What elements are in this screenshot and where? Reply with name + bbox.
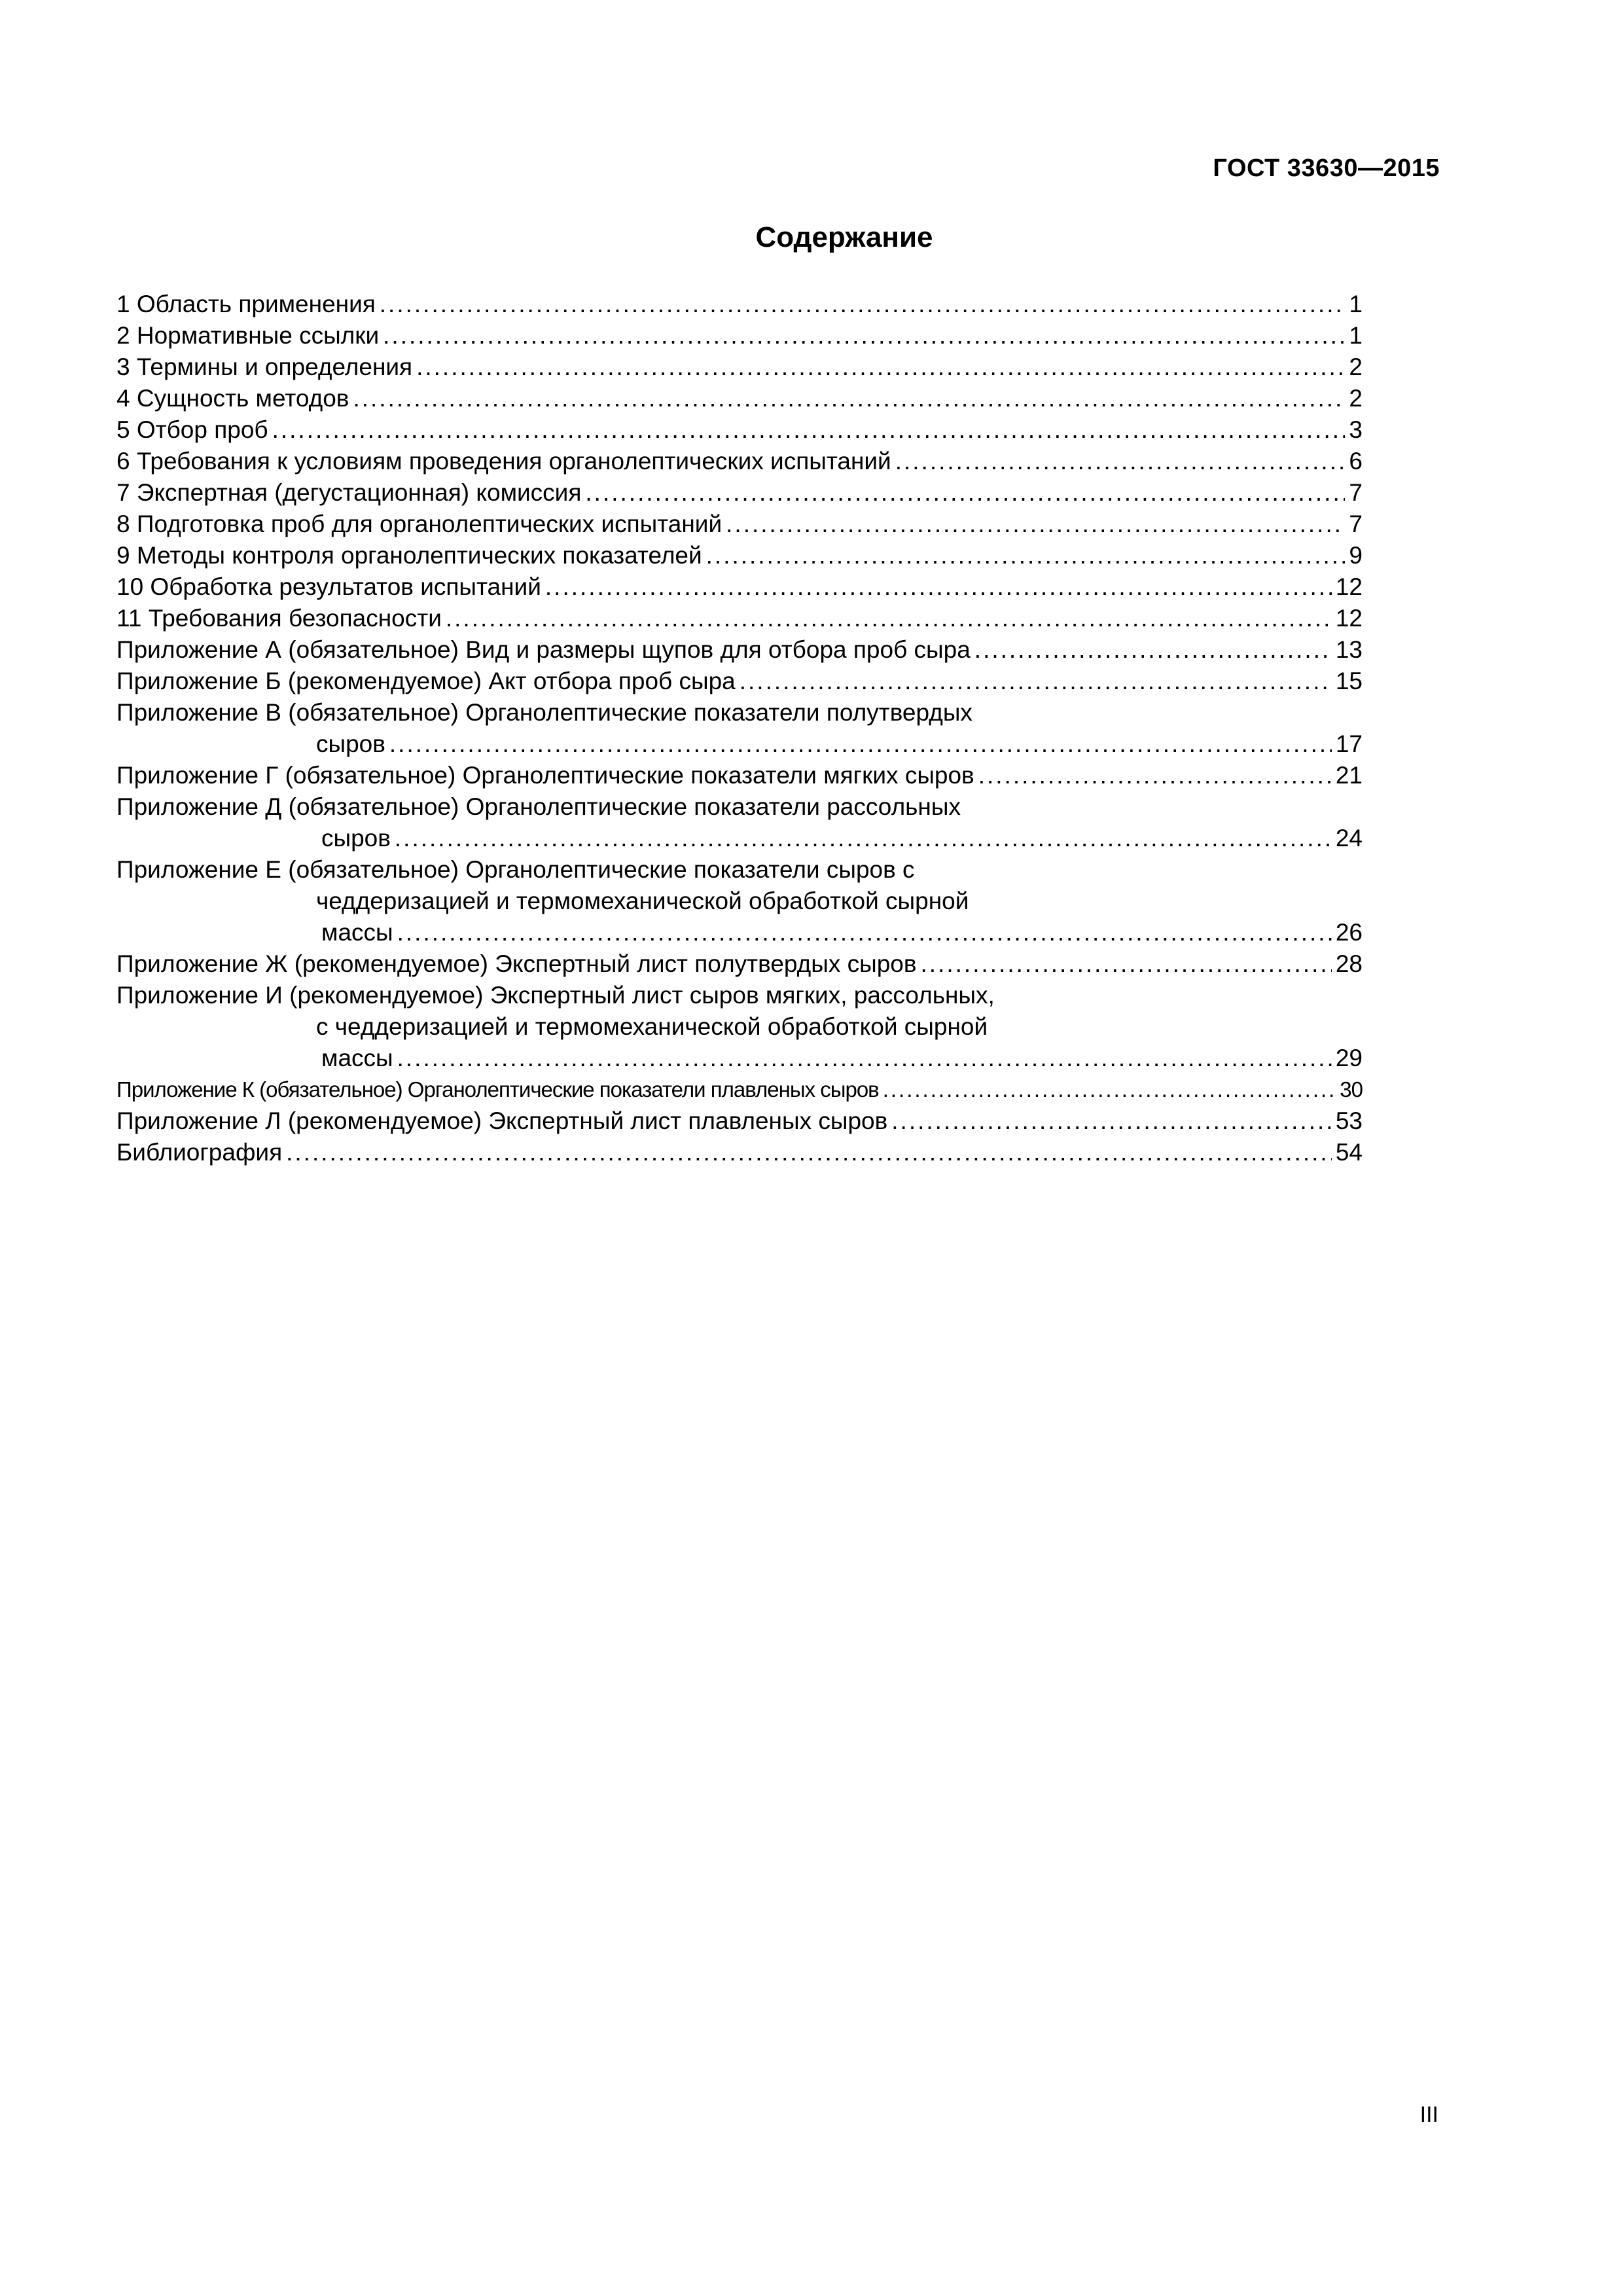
toc-entry[interactable]	[116, 571, 1363, 603]
toc-entry-label: с чеддеризацией и термомеханической обработкой сырной	[316, 1013, 988, 1040]
toc-entry[interactable]	[116, 917, 1363, 948]
toc-entry-page: 30	[1340, 1077, 1363, 1102]
toc-leader-dots	[395, 823, 1332, 854]
toc-entry-page: 13	[1335, 636, 1363, 663]
toc-entry-label: Приложение Д (обязательное) Органолептические показатели рассольных	[116, 793, 961, 820]
toc-entry-label: массы	[321, 919, 393, 946]
toc-leader-dots	[895, 446, 1346, 477]
toc-entry-label: 9 Методы контроля органолептических показателей	[116, 542, 702, 569]
toc-entry-line[interactable]	[116, 1011, 1363, 1043]
toc-entry-label: чеддеризацией и термомеханической обработкой сырной	[316, 888, 969, 914]
toc-leader-dots	[891, 1105, 1332, 1137]
toc-title: Содержание	[755, 221, 933, 253]
toc-entry[interactable]	[116, 728, 1363, 760]
toc-entry-label: 10 Обработка результатов испытаний	[116, 573, 541, 600]
toc-entry-label: 8 Подготовка проб для органолептических испытаний	[116, 511, 722, 537]
toc-leader-dots	[446, 603, 1332, 634]
toc-entry-page: 54	[1335, 1139, 1363, 1166]
toc-entry-label: Приложение Е (обязательное) Органолептические показатели сыров с	[116, 856, 915, 883]
toc-entry-page: 15	[1335, 668, 1363, 694]
toc-entry[interactable]	[116, 1074, 1363, 1105]
toc-leader-dots	[974, 634, 1332, 666]
toc-entry-page: 3	[1349, 416, 1363, 443]
toc-entry-label: 7 Экспертная (дегустационная) комиссия	[116, 479, 582, 506]
toc-leader-dots	[389, 728, 1332, 760]
document-code: ГОСТ 33630—2015	[1213, 154, 1440, 182]
toc-entry-page: 28	[1335, 950, 1363, 977]
toc-entry-label: Приложение А (обязательное) Вид и размеры щупов для отбора проб сыра	[116, 636, 971, 663]
toc-entry-page: 1	[1349, 322, 1363, 349]
toc-entry-page: 21	[1335, 762, 1363, 789]
toc-entry[interactable]	[116, 477, 1363, 509]
toc-leader-dots	[706, 540, 1346, 571]
toc-entry-page: 2	[1349, 353, 1363, 380]
toc-entry-label: Приложение Л (рекомендуемое) Экспертный лист плавленых сыров	[116, 1107, 888, 1134]
toc-entry[interactable]	[116, 320, 1363, 351]
toc-entry-label: Приложение В (обязательное) Органолептические показатели полутвердых	[116, 699, 972, 726]
toc-entry[interactable]	[116, 760, 1363, 791]
toc-entry-page: 7	[1349, 511, 1363, 537]
toc-entry[interactable]	[116, 351, 1363, 383]
toc-leader-dots	[416, 351, 1345, 383]
toc-entry-label: массы	[321, 1045, 393, 1071]
toc-entry-page: 6	[1349, 448, 1363, 475]
toc-entry-label: Приложение И (рекомендуемое) Экспертный лист сыров мягких, рассольных,	[116, 982, 995, 1009]
toc-entry[interactable]	[116, 1105, 1363, 1137]
toc-leader-dots	[397, 917, 1332, 948]
toc-leader-dots	[380, 289, 1346, 320]
toc-entry[interactable]	[116, 634, 1363, 666]
toc-entry[interactable]	[116, 603, 1363, 634]
toc-entry[interactable]	[116, 666, 1363, 697]
toc-entry-page: 24	[1335, 825, 1363, 852]
toc-entry[interactable]	[116, 289, 1363, 320]
toc-entry-label: 11 Требования безопасности	[116, 605, 442, 632]
toc-entry[interactable]	[116, 509, 1363, 540]
toc-entry-page: 26	[1335, 919, 1363, 946]
toc-entry-label: 3 Термины и определения	[116, 353, 413, 380]
toc-entry[interactable]	[116, 383, 1363, 414]
toc-leader-dots	[726, 509, 1345, 540]
toc-entry-label: Приложение К (обязательное) Органолептические показатели плавленых сыров	[116, 1077, 879, 1102]
toc-entry-label: 2 Нормативные ссылки	[116, 322, 380, 349]
toc-entry-label: Приложение Ж (рекомендуемое) Экспертный лист полутвердых сыров	[116, 950, 917, 977]
toc-leader-dots	[585, 477, 1345, 509]
toc-leader-dots	[353, 383, 1345, 414]
toc-leader-dots	[286, 1137, 1332, 1168]
toc-entry-page: 53	[1335, 1107, 1363, 1134]
toc-entry[interactable]	[116, 414, 1363, 446]
toc-entry-label: 4 Сущность методов	[116, 385, 349, 412]
toc-leader-dots	[883, 1074, 1336, 1105]
toc-entry-label: 6 Требования к условиям проведения органолептических испытаний	[116, 448, 891, 475]
toc-entry-line[interactable]	[116, 886, 1363, 917]
toc-entry[interactable]	[116, 1137, 1363, 1168]
toc-entry-line[interactable]	[116, 980, 1363, 1011]
toc-entry-page: 12	[1335, 573, 1363, 600]
toc-entry-label: сыров	[321, 825, 391, 852]
toc-entry-line[interactable]	[116, 854, 1363, 886]
toc-leader-dots	[921, 948, 1332, 980]
toc-entry-label: сыров	[316, 730, 385, 757]
toc-entry-page: 12	[1335, 605, 1363, 632]
table-of-contents	[116, 289, 1363, 1168]
toc-entry[interactable]	[116, 1043, 1363, 1074]
toc-entry-page: 2	[1349, 385, 1363, 412]
toc-entry-label: 5 Отбор проб	[116, 416, 268, 443]
toc-leader-dots	[978, 760, 1332, 791]
page-number: III	[1419, 2102, 1438, 2127]
toc-entry-line[interactable]	[116, 791, 1363, 823]
toc-entry[interactable]	[116, 948, 1363, 980]
toc-entry-page: 17	[1335, 730, 1363, 757]
toc-entry-label: Библиография	[116, 1139, 283, 1166]
toc-entry-page: 9	[1349, 542, 1363, 569]
toc-entry-page: 7	[1349, 479, 1363, 506]
toc-entry-page: 29	[1335, 1045, 1363, 1071]
toc-entry[interactable]	[116, 823, 1363, 854]
toc-entry[interactable]	[116, 540, 1363, 571]
toc-entry-label: Приложение Б (рекомендуемое) Акт отбора проб сыра	[116, 668, 736, 694]
toc-leader-dots	[383, 320, 1345, 351]
toc-entry-label: 1 Область применения	[116, 291, 376, 317]
toc-entry[interactable]	[116, 446, 1363, 477]
toc-leader-dots	[397, 1043, 1332, 1074]
toc-entry-label: Приложение Г (обязательное) Органолептические показатели мягких сыров	[116, 762, 974, 789]
toc-entry-line[interactable]	[116, 697, 1363, 728]
toc-leader-dots	[740, 666, 1332, 697]
toc-leader-dots	[545, 571, 1332, 603]
toc-leader-dots	[272, 414, 1346, 446]
toc-entry-page: 1	[1349, 291, 1363, 317]
